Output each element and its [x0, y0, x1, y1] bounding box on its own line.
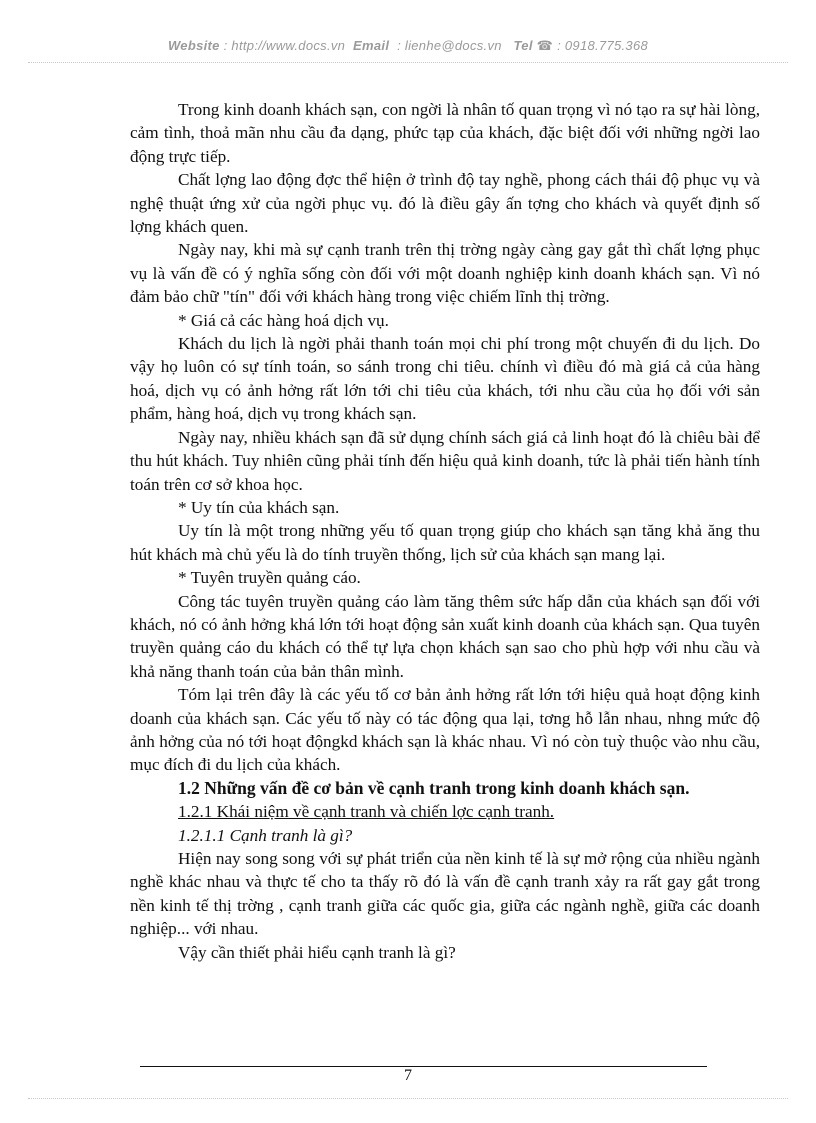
- phone-icon: ☎: [536, 38, 554, 53]
- subsubsection-heading: 1.2.1.1 Cạnh tranh là gì?: [178, 825, 353, 845]
- bullet-heading: * Tuyên truyền quảng cáo.: [178, 568, 361, 588]
- paragraph: Ngày nay, khi mà sự cạnh tranh trên thị trờng ngày càng gay gắt thì chất lợng phục vụ là vấn đề có ý nghĩa sống còn đối với một doanh nghiệp kinh doanh khách sạn. Vì nó đảm bảo chữ "tín" đối với khách hàng trong việc chiếm lĩnh thị trờng.: [130, 240, 760, 307]
- paragraph: Vậy cần thiết phải hiểu cạnh tranh là gì?: [178, 942, 456, 962]
- paragraph: Hiện nay song song với sự phát triển của nền kinh tế là sự mở rộng của nhiều ngành nghề khác nhau và thực tế cho ta thấy rõ đó là vấn đề cạnh tranh xảy ra rất gay gắt trong nền kinh tế thị trờng , cạnh tranh giữa các quốc gia, giữa các ngành nghề, giữa các doanh nghiệp... với nhau.: [130, 849, 760, 939]
- paragraph: Tóm lại trên đây là các yếu tố cơ bản ảnh hởng rất lớn tới hiệu quả hoạt động kinh doanh của khách sạn. Các yếu tố này có tác động qua lại, tơng hỗ lẫn nhau, nhng mức độ ảnh hởng của nó tới hoạt độngkd khách sạn là khác nhau. Vì nó còn tuỳ thuộc vào nhu cầu, mục đích đi du lịch của khách.: [130, 685, 760, 775]
- paragraph: Khách du lịch là ngời phải thanh toán mọi chi phí trong một chuyến đi du lịch. Do vậy họ luôn có sự tính toán, so sánh trong chi tiêu. chính vì điều đó mà giá cả của hàng hoá, dịch vụ có ảnh hởng rất lớn tới chi tiêu của khách, tới nhu cầu của họ đối với sản phẩm, hàng hoá, dịch vụ trong khách sạn.: [130, 334, 760, 424]
- tel-label: Tel: [513, 38, 533, 53]
- paragraph: Trong kinh doanh khách sạn, con ngời là nhân tố quan trọng vì nó tạo ra sự hài lòng, cảm tình, thoả mãn nhu cầu đa dạng, phức tạp của khách, đặc biệt đối với những ngời lao động trực tiếp.: [130, 100, 760, 166]
- paragraph: Chất lợng lao động đợc thể hiện ở trình độ tay nghề, phong cách thái độ phục vụ và nghệ thuật ứng xử của ngời phục vụ. đó là điều gây ấn tợng cho khách và quyết định số lợng khách quen.: [130, 170, 760, 237]
- paragraph: Công tác tuyên truyền quảng cáo làm tăng thêm sức hấp dẫn của khách sạn đối với khách, nó có ảnh hởng khá lớn tới hoạt động sản xuất kinh doanh của khách sạn. Qua tuyên truyền quảng cáo du khách có thể tự lựa chọn khách sạn sao cho phù hợp với nhu cầu và khả năng thanh toán của bản thân mình.: [130, 591, 760, 681]
- page-header: [0, 38, 816, 54]
- section-heading: 1.2 Những vấn đề cơ bản về cạnh tranh trong kinh doanh khách sạn.: [178, 777, 690, 798]
- paragraph: Ngày nay, nhiều khách sạn đã sử dụng chính sách giá cả linh hoạt đó là chiêu bài để thu hút khách. Tuy nhiên cũng phải tính đến hiệu quả kinh doanh, tức là phải tiến hành tính toán trên cơ sở khoa học.: [130, 427, 760, 494]
- website-label: Website: [167, 38, 220, 53]
- email-label: Email: [353, 38, 390, 53]
- bottom-divider: [28, 1098, 788, 1099]
- email-value[interactable]: : lienhe@docs.vn: [397, 38, 502, 53]
- bullet-heading: * Giá cả các hàng hoá dịch vụ.: [178, 310, 389, 330]
- subsection-heading: 1.2.1 Khái niệm về cạnh tranh và chiến lợc cạnh tranh.: [178, 802, 555, 822]
- header-divider: [28, 62, 788, 63]
- paragraph: Uy tín là một trong những yếu tố quan trọng giúp cho khách sạn tăng khả ăng thu hút khách mà chủ yếu là do tính truyền thống, lịch sử của khách sạn mang lại.: [130, 521, 760, 564]
- tel-value: : 0918.775.368: [557, 38, 649, 53]
- document-body: [130, 98, 760, 964]
- page-number: 7: [404, 1067, 412, 1084]
- website-value[interactable]: : http://www.docs.vn: [223, 38, 346, 53]
- bullet-heading: * Uy tín của khách sạn.: [178, 497, 340, 517]
